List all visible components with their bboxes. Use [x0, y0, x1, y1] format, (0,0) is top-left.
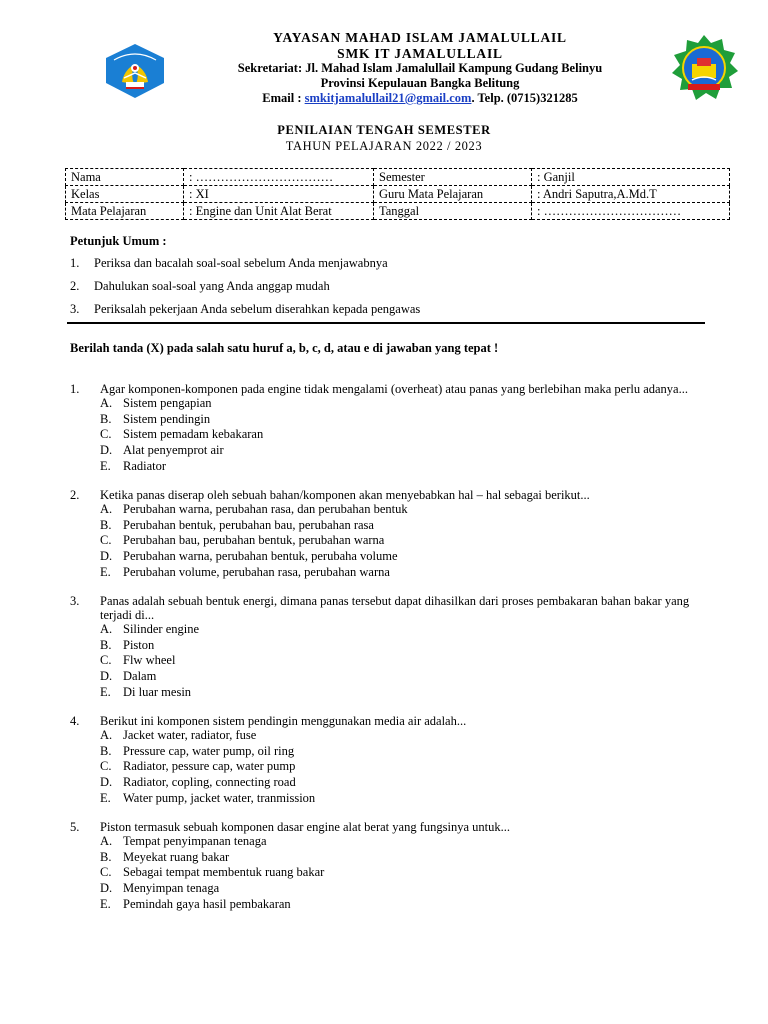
table-cell: : …………………………… [532, 203, 730, 220]
question-number: 1. [70, 382, 80, 396]
answer-option[interactable] [100, 459, 700, 475]
option-text: Tempat penyimpanan tenaga [123, 834, 267, 849]
answer-option[interactable] [100, 865, 700, 881]
option-text: Sistem pendingin [123, 411, 211, 426]
option-letter: D. [100, 881, 113, 896]
option-text: Radiator [123, 458, 167, 473]
table-cell: Semester [374, 169, 532, 186]
option-letter: A. [100, 502, 113, 517]
answer-option[interactable] [100, 565, 700, 581]
answer-option[interactable] [100, 759, 700, 775]
question-text: Panas adalah sebuah bentuk energi, dimana panas tersebut dapat dihasilkan dari proses pembakaran bahan bakar yang terjadi di... [100, 594, 690, 623]
table-cell: Guru Mata Pelajaran [374, 186, 532, 203]
list-item [70, 255, 710, 271]
instructions-title: Petunjuk Umum : [70, 234, 167, 248]
option-text: Jacket water, radiator, fuse [123, 728, 257, 743]
option-letter: B. [100, 743, 112, 758]
foundation-name: YAYASAN MAHAD ISLAM JAMALULLAIL [273, 30, 567, 45]
option-text: Silinder engine [123, 622, 200, 637]
answer-option[interactable] [100, 549, 700, 565]
tut-wuri-handayani-logo [100, 42, 170, 100]
option-letter: E. [100, 564, 111, 579]
question [70, 594, 700, 701]
option-text: Dalam [123, 669, 157, 684]
exam-title: PENILAIAN TENGAH SEMESTER [277, 123, 491, 137]
option-letter: E. [100, 684, 111, 699]
list-item [70, 301, 710, 317]
answer-option[interactable] [100, 897, 700, 913]
option-letter: A. [100, 834, 113, 849]
answer-option[interactable] [100, 653, 700, 669]
table-cell: : Andri Saputra,A.Md.T [532, 186, 730, 203]
answer-option[interactable] [100, 396, 700, 412]
option-text: Perubahan warna, perubahan bentuk, perubaha volume [123, 549, 398, 564]
school-contact [180, 91, 660, 106]
option-text: Perubahan warna, perubahan rasa, dan perubahan bentuk [123, 502, 408, 517]
question [70, 382, 700, 475]
option-letter: C. [100, 653, 112, 668]
table-row [66, 203, 730, 220]
option-text: Sistem pengapian [123, 396, 212, 410]
question-number: 3. [70, 594, 80, 609]
table-cell: Nama [66, 169, 184, 186]
section-divider [67, 322, 705, 324]
email-label: Email : [262, 91, 305, 105]
option-letter: C. [100, 759, 112, 774]
question-text: Ketika panas diserap oleh sebuah bahan/komponen akan menyebabkan hal – hal sebagai berikut... [100, 488, 590, 503]
option-text: Radiator, pessure cap, water pump [123, 759, 296, 774]
question [70, 714, 700, 807]
list-item-number: 1. [70, 256, 80, 270]
exam-heading [180, 122, 588, 154]
option-text: Sebagai tempat membentuk ruang bakar [123, 865, 325, 880]
option-letter: E. [100, 896, 111, 911]
table-row [66, 186, 730, 203]
option-text: Perubahan volume, perubahan rasa, perubahan warna [123, 564, 390, 579]
option-letter: C. [100, 533, 112, 548]
email-link[interactable]: smkitjamalullail21@gmail.com [304, 91, 472, 105]
table-cell: : Ganjil [532, 169, 730, 186]
option-text: Alat penyemprot air [123, 443, 224, 458]
question-text: Berikut ini komponen sistem pendingin menggunakan media air adalah... [100, 714, 467, 729]
option-letter: D. [100, 549, 113, 564]
answer-option[interactable] [100, 502, 700, 518]
answer-option[interactable] [100, 834, 700, 850]
option-letter: D. [100, 443, 113, 458]
question [70, 488, 700, 581]
option-text: Piston [123, 637, 155, 652]
answer-option[interactable] [100, 412, 700, 428]
student-info-table [65, 168, 730, 220]
table-cell: Kelas [66, 186, 184, 203]
table-cell: : Engine dan Unit Alat Berat [184, 203, 374, 220]
question-number: 2. [70, 488, 80, 503]
option-text: Menyimpan tenaga [123, 881, 220, 896]
question-text: Agar komponen-komponen pada engine tidak mengalami (overheat) atau panas yang berlebihan maka perlu adanya... [100, 382, 688, 396]
list-item [70, 278, 710, 294]
answer-option[interactable] [100, 728, 700, 744]
answer-option[interactable] [100, 881, 700, 897]
answer-option[interactable] [100, 443, 700, 459]
answer-option[interactable] [100, 775, 700, 791]
question-number: 5. [70, 820, 80, 835]
answer-option[interactable] [100, 622, 700, 638]
list-item-text: Dahulukan soal-soal yang Anda anggap mudah [94, 279, 330, 293]
question-text: Piston termasuk sebuah komponen dasar engine alat berat yang fungsinya untuk... [100, 820, 510, 835]
table-cell: : …………………………… [184, 169, 374, 186]
list-item-text: Periksa dan bacalah soal-soal sebelum Anda menjawabnya [94, 256, 388, 270]
option-letter: E. [100, 790, 111, 805]
option-text: Water pump, jacket water, tranmission [123, 790, 316, 805]
option-letter: A. [100, 622, 113, 637]
answer-directive: Berilah tanda (X) pada salah satu huruf a, b, c, d, atau e di jawaban yang tepat ! [70, 341, 499, 355]
question-list [70, 382, 700, 926]
answer-option[interactable] [100, 669, 700, 685]
option-letter: B. [100, 411, 112, 426]
general-instructions [70, 233, 710, 324]
list-item-text: Periksalah pekerjaan Anda sebelum diserahkan kepada pengawas [94, 302, 421, 316]
option-text: Flw wheel [123, 653, 176, 668]
option-letter: B. [100, 849, 112, 864]
phone-text: . Telp. (0715)321285 [471, 91, 578, 105]
option-letter: A. [100, 396, 113, 410]
table-cell: Tanggal [374, 203, 532, 220]
school-province: Provinsi Kepulauan Bangka Belitung [320, 76, 520, 90]
list-item-number: 3. [70, 302, 80, 316]
option-text: Pemindah gaya hasil pembakaran [123, 896, 291, 911]
table-row [66, 169, 730, 186]
school-name: SMK IT JAMALULLAIL [337, 46, 503, 61]
answer-option[interactable] [100, 533, 700, 549]
answer-option[interactable] [100, 744, 700, 760]
table-cell: : XI [184, 186, 374, 203]
option-letter: A. [100, 728, 113, 743]
answer-option[interactable] [100, 427, 700, 443]
option-text: Pressure cap, water pump, oil ring [123, 743, 295, 758]
option-text: Radiator, copling, connecting road [123, 775, 296, 790]
answer-option[interactable] [100, 685, 700, 701]
list-item-number: 2. [70, 279, 80, 293]
table-cell: Mata Pelajaran [66, 203, 184, 220]
option-text: Perubahan bentuk, perubahan bau, perubahan rasa [123, 517, 374, 532]
option-letter: C. [100, 427, 112, 442]
option-letter: D. [100, 775, 113, 790]
bangka-belitung-logo [668, 34, 740, 104]
answer-option[interactable] [100, 850, 700, 866]
option-text: Sistem pemadam kebakaran [123, 427, 264, 442]
option-letter: E. [100, 458, 111, 473]
question [70, 820, 700, 913]
option-letter: B. [100, 637, 112, 652]
question-number: 4. [70, 714, 80, 729]
option-text: Meyekat ruang bakar [123, 849, 230, 864]
answer-option[interactable] [100, 518, 700, 534]
option-letter: C. [100, 865, 112, 880]
option-text: Perubahan bau, perubahan bentuk, perubahan warna [123, 533, 385, 548]
exam-year: TAHUN PELAJARAN 2022 / 2023 [285, 139, 483, 153]
school-letterhead [180, 30, 660, 106]
option-text: Di luar mesin [123, 684, 192, 699]
option-letter: D. [100, 669, 113, 684]
answer-option[interactable] [100, 638, 700, 654]
answer-option[interactable] [100, 791, 700, 807]
school-address: Sekretariat: Jl. Mahad Islam Jamalullail Kampung Gudang Belinyu [237, 61, 603, 75]
option-letter: B. [100, 517, 112, 532]
